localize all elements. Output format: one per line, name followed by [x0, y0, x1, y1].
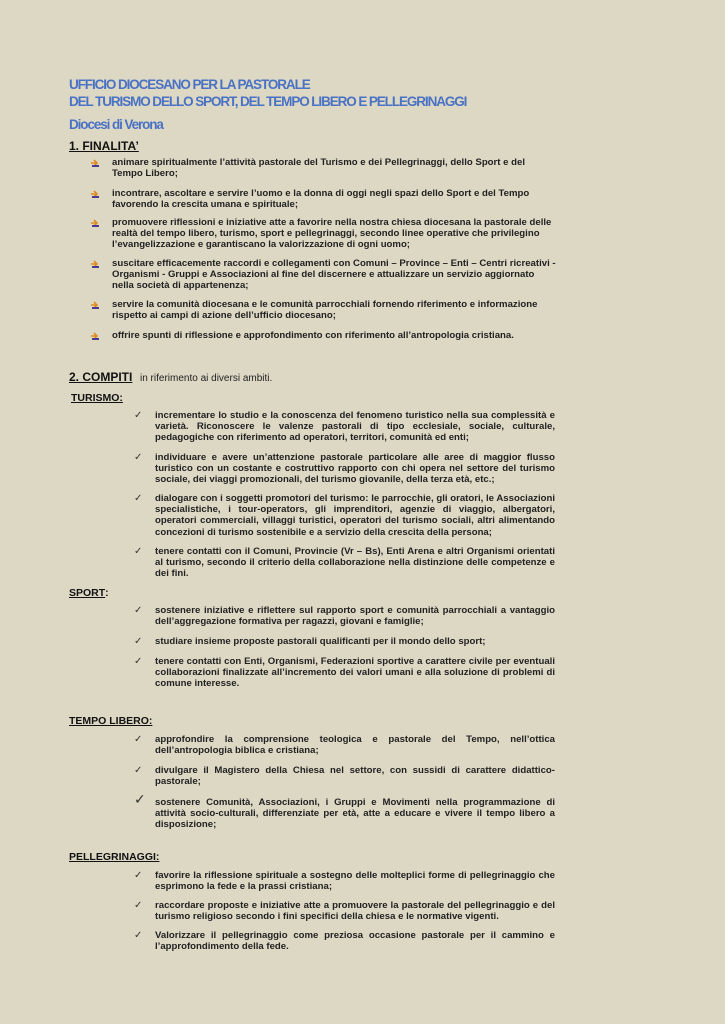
arrow-bullet-icon	[90, 259, 100, 269]
sport-heading-label: SPORT	[69, 587, 106, 599]
pellegrinaggi-item: favorire la riflessione spirituale a sostegno delle molteplici forme di pellegrinaggio che esprimono la fede e la prassi cristiana;	[155, 870, 555, 893]
checkmark-icon: ✓	[134, 605, 143, 616]
arrow-bullet-icon	[90, 158, 100, 168]
checkmark-icon: ✓	[134, 452, 143, 463]
finalita-item: promuovere riflessioni e iniziative atte a favorire nella nostra chiesa diocesana la pastorale delle realtà del tempo libero, turismo, sport e pellegrinaggi, secondo linee operative che privilegino l’evangelizzazione e garantiscano la valorizzazione di ogni uomo;	[112, 217, 552, 251]
tempo-libero-heading: TEMPO LIBERO:	[69, 715, 153, 727]
sport-heading-colon: :	[105, 587, 109, 599]
arrow-bullet-icon	[90, 300, 100, 310]
finalita-item: animare spiritualmente l’attività pastorale del Turismo e dei Pellegrinaggi, dello Sport e del Tempo Libero;	[112, 157, 525, 180]
tempo-libero-item: approfondire la comprensione teologica e pastorale del Tempo, nell’ottica dell’antropologia biblica e cristiana;	[155, 734, 555, 757]
tempo-libero-item: sostenere Comunità, Associazioni, i Gruppi e Movimenti nella programmazione di attività socio-culturali, differenziate per età, atte a educare e vivere il tempo libero a disposizione;	[155, 797, 555, 831]
sport-item: tenere contatti con Enti, Organismi, Federazioni sportive a carattere civile per eventuali collaborazioni finalizzate all’incremento dei valori umani e alla soluzione di problemi di comune interesse.	[155, 656, 555, 690]
checkmark-icon: ✓	[134, 900, 143, 911]
checkmark-icon: ✓	[134, 636, 143, 647]
turismo-item: tenere contatti con il Comuni, Provincie (Vr – Bs), Enti Arena e altri Organismi orientati al turismo, secondo il criterio della collaborazione nella distinzione delle competenze e dei fini.	[155, 546, 555, 580]
diocese-title: Diocesi di Verona	[69, 117, 163, 132]
office-title-line2: DEL TURISMO DELLO SPORT, DEL TEMPO LIBERO E PELLEGRINAGGI	[69, 94, 467, 109]
turismo-item: incrementare lo studio e la conoscenza del fenomeno turistico nella sua complessità e varietà. Riconoscere le valenze pastorali di tipo ecclesiale, sociale, culturale, pedagogiche con riferimento ad operatori, territori, comunità ed enti;	[155, 410, 555, 444]
checkmark-icon: ✓	[134, 791, 146, 807]
turismo-heading: TURISMO:	[71, 392, 123, 404]
turismo-item: individuare e avere un’attenzione pastorale particolare alle aree di maggior flusso turistico con un costante e costruttivo rapporto con chi opera nel settore del turismo sociale, dei viaggi promozionali, del turismo giovanile, della terza età, etc.;	[155, 452, 555, 486]
pellegrinaggi-heading: PELLEGRINAGGI:	[69, 851, 160, 863]
finalita-item: suscitare efficacemente raccordi e collegamenti con Comuni – Province – Enti – Centri ricreativi - Organismi - Gruppi e Associazioni al fine del discernere e attualizzare un servizio aggiornato nella società di appartenenza;	[112, 258, 556, 292]
checkmark-icon: ✓	[134, 493, 143, 504]
compiti-heading: 2. COMPITI	[69, 370, 133, 384]
pellegrinaggi-item: raccordare proposte e iniziative atte a promuovere la pastorale del pellegrinaggio e del turismo religioso secondo i fini specifici della chiesa e le normative vigenti.	[155, 900, 555, 923]
checkmark-icon: ✓	[134, 656, 143, 667]
sport-item: studiare insieme proposte pastorali qualificanti per il mondo dello sport;	[155, 636, 486, 647]
arrow-bullet-icon	[90, 331, 100, 341]
tempo-libero-item: divulgare il Magistero della Chiesa nel settore, con sussidi di carattere didattico-pastorale;	[155, 765, 555, 788]
checkmark-icon: ✓	[134, 930, 143, 941]
finalita-item: servire la comunità diocesana e le comunità parrocchiali fornendo riferimento e informazione rispetto ai campi di azione dell’ufficio diocesano;	[112, 299, 538, 322]
checkmark-icon: ✓	[134, 765, 143, 776]
arrow-bullet-icon	[90, 218, 100, 228]
finalita-item: offrire spunti di riflessione e approfondimento con riferimento all’antropologia cristiana.	[112, 330, 514, 341]
checkmark-icon: ✓	[134, 410, 143, 421]
arrow-bullet-icon	[90, 189, 100, 199]
finalita-item: incontrare, ascoltare e servire l’uomo e la donna di oggi negli spazi dello Sport e del Tempo favorendo la crescita umana e spirituale;	[112, 188, 530, 211]
checkmark-icon: ✓	[134, 734, 143, 745]
sport-item: sostenere iniziative e riflettere sul rapporto sport e comunità parrocchiali a vantaggio dell’aggregazione formativa per ragazzi, giovani e famiglie;	[155, 605, 555, 628]
checkmark-icon: ✓	[134, 870, 143, 881]
checkmark-icon: ✓	[134, 546, 143, 557]
pellegrinaggi-item: Valorizzare il pellegrinaggio come preziosa occasione pastorale per il cammino e l’approfondimento della fede.	[155, 930, 555, 953]
compiti-subtitle: in riferimento ai diversi ambiti.	[140, 373, 273, 384]
office-title-line1: UFFICIO DIOCESANO PER LA PASTORALE	[69, 77, 310, 92]
turismo-item: dialogare con i soggetti promotori del turismo: le parrocchie, gli oratori, le Associazioni specialistiche, i tour-operators, gli imprenditori, agenzie di viaggio, albergatori, operatori commerciali, villaggi turistici, operatori del turismo sociali, altri alimentando concezioni di turismo sostenibile e a servizio della crescita della persona;	[155, 493, 555, 538]
sport-heading	[69, 587, 109, 599]
finalita-heading: 1. FINALITA’	[69, 139, 139, 153]
